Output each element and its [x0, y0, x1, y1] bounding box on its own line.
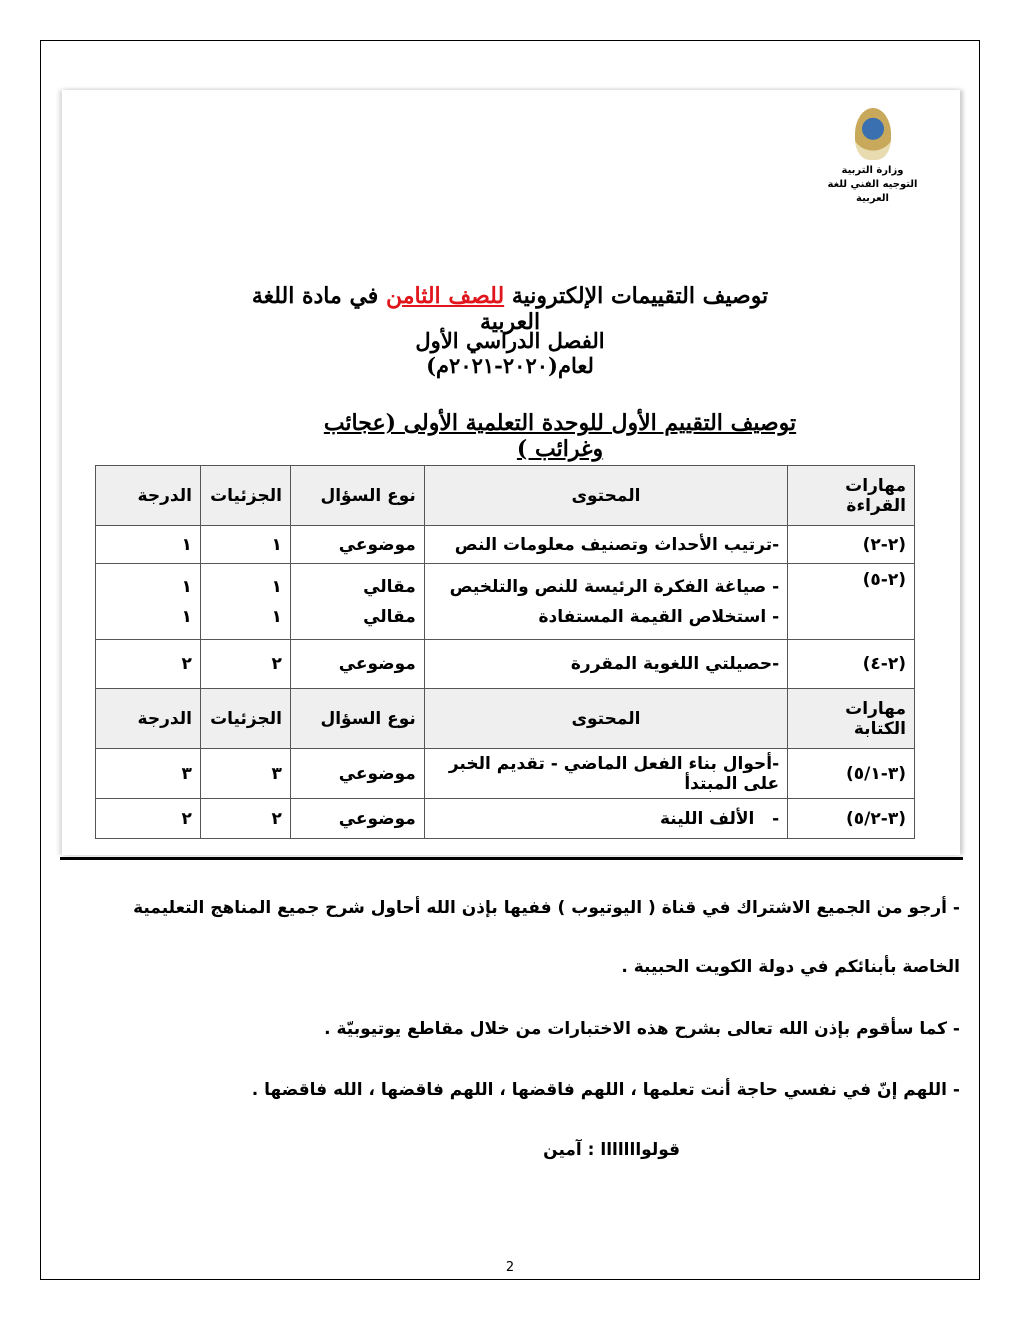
writing-header-row [96, 689, 915, 749]
page-number: 2 [505, 1260, 515, 1275]
parts-cell: ٣ [200, 749, 290, 799]
title-grade-highlight: للصف الثامن [385, 283, 505, 309]
code-cell: (٢-٢) [788, 526, 915, 564]
logo-line-2: التوجيه الفني للغة العربية [827, 179, 918, 204]
parts-line: ١ [271, 606, 282, 627]
code-cell: (٢-٤) [788, 640, 915, 689]
note-line-4: - اللهم إنّ في نفسي حاجة أنت تعلمها ، اللهم فاقضها ، اللهم فاقضها ، الله فاقضها . [251, 1080, 960, 1100]
content-line: - استخلاص القيمة المستفادة [538, 606, 780, 627]
note-line-2: الخاصة بأبنائكم في دولة الكويت الحبيبة . [621, 957, 960, 977]
type-cell: موضوعي [290, 526, 424, 564]
kuwait-emblem-icon [855, 108, 891, 160]
section-title: توصيف التقييم الأول للوحدة التعلمية الأولى (عجائب وغرائب ) [323, 410, 797, 462]
content-line: - صياغة الفكرة الرئيسة للنص والتلخيص [449, 576, 780, 597]
reading-header-row [96, 466, 915, 526]
header-cell: نوع السؤال [290, 466, 424, 526]
table-row [96, 749, 915, 799]
parts-cell [200, 564, 290, 640]
code-cell: (٣-٥/٢) [788, 799, 915, 839]
content-cell: -أحوال بناء الفعل الماضي - تقديم الخبر على المبتدأ [424, 749, 787, 799]
header-cell: الدرجة [96, 689, 201, 749]
note-line-5: قولوااااااا : آمين [543, 1140, 680, 1160]
parts-line: ١ [271, 576, 282, 597]
content-cell: -حصيلتي اللغوية المقررة [424, 640, 787, 689]
type-cell: موضوعي [290, 749, 424, 799]
logo-line-1: وزارة التربية [841, 165, 904, 176]
divider [60, 857, 963, 860]
code-cell: (٢-٥) [788, 564, 915, 640]
grade-cell: ٣ [96, 749, 201, 799]
type-cell: موضوعي [290, 640, 424, 689]
table-row [96, 564, 915, 640]
header-cell: مهارات الكتابة [788, 689, 915, 749]
subtitle: الفصل الدراسي الأول لعام(٢٠٢٠-٢٠٢١م) [415, 328, 605, 378]
header-cell: المحتوى [424, 466, 787, 526]
parts-cell: ١ [200, 526, 290, 564]
type-cell [290, 564, 424, 640]
table-row [96, 640, 915, 689]
ministry-logo [815, 108, 930, 206]
header-cell: الجزئيات [200, 689, 290, 749]
code-cell: (٣-٥/١) [788, 749, 915, 799]
header-cell: الجزئيات [200, 466, 290, 526]
type-line: مقالي [363, 606, 416, 627]
grade-cell: ٢ [96, 640, 201, 689]
grade-cell: ١ [96, 526, 201, 564]
title-part-2: في مادة اللغة العربية [251, 283, 541, 335]
assessment-table [95, 465, 915, 839]
header-cell: مهارات القراءة [788, 466, 915, 526]
header-cell: الدرجة [96, 466, 201, 526]
parts-cell: ٢ [200, 799, 290, 839]
content-cell: - الألف اللينة [424, 799, 787, 839]
type-cell: موضوعي [290, 799, 424, 839]
table-row [96, 799, 915, 839]
type-line: مقالي [363, 576, 416, 597]
table-row [96, 526, 915, 564]
parts-cell: ٢ [200, 640, 290, 689]
title-part-1: توصيف التقييمات الإلكترونية [504, 283, 769, 309]
header-cell: المحتوى [424, 689, 787, 749]
note-line-3: - كما سأقوم بإذن الله تعالى بشرح هذه الاختبارات من خلال مقاطع يوتيوبيّة . [324, 1019, 960, 1039]
content-cell: -ترتيب الأحداث وتصنيف معلومات النص [424, 526, 787, 564]
grade-line: ١ [181, 576, 192, 597]
note-line-1: - أرجو من الجميع الاشتراك في قناة ( اليوتيوب ) ففيها بإذن الله أحاول شرح جميع المناهج التعليمية [133, 898, 960, 918]
grade-cell [96, 564, 201, 640]
grade-cell: ٢ [96, 799, 201, 839]
grade-line: ١ [181, 606, 192, 627]
header-cell: نوع السؤال [290, 689, 424, 749]
content-cell [424, 564, 787, 640]
